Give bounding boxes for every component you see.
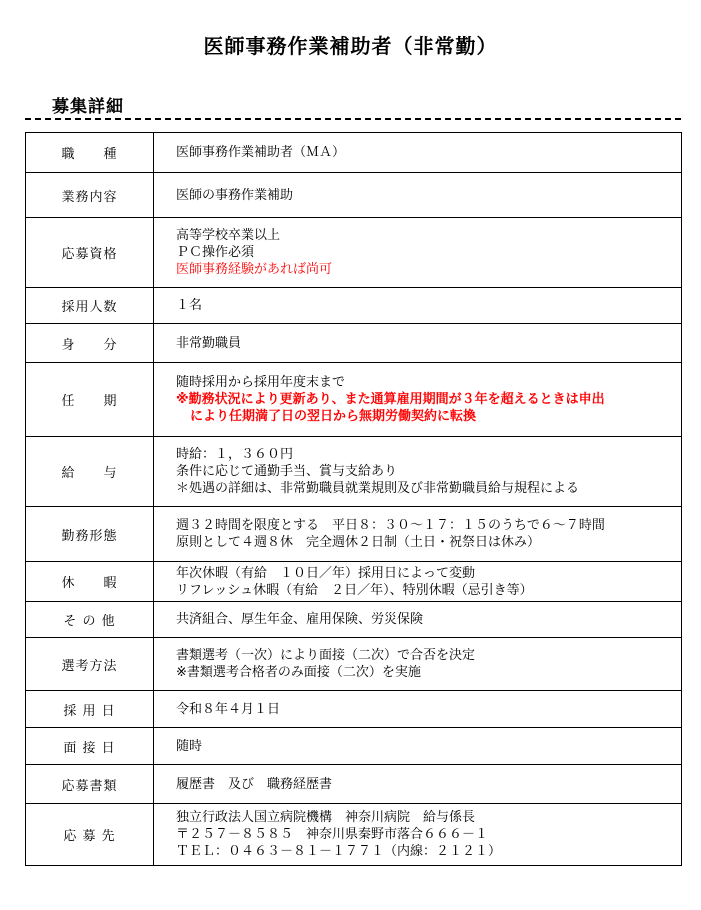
row-label: 採 用 日 xyxy=(26,691,154,728)
value-line: 原則として４週８休 完全週休２日制（土日・祝祭日は休み） xyxy=(176,535,541,550)
value-line: 履歴書 及び 職務経歴書 xyxy=(176,776,333,792)
row-label: 応募資格 xyxy=(26,218,154,288)
value-line: 医師事務経験があれば尚可 xyxy=(176,262,333,277)
row-work-style xyxy=(26,507,682,562)
value-line: 高等学校卒業以上 xyxy=(176,228,281,243)
row-value xyxy=(154,765,682,804)
row-job-type xyxy=(26,133,682,173)
value-line: ※勤務状況により更新あり、また通算雇用期間が３年を超えるときは申出 xyxy=(176,392,605,407)
value-line: 週３２時間を限度とする 平日８：３０～１７：１５のうちで６～７時間 xyxy=(176,518,605,533)
value-line: ＊処遇の詳細は、非常勤職員就業規則及び非常勤職員給与規程による xyxy=(176,481,580,496)
row-leave xyxy=(26,562,682,602)
row-label: 選考方法 xyxy=(26,638,154,691)
value-line: 書類選考（一次）により面接（二次）で合否を決定 xyxy=(176,648,476,663)
row-value xyxy=(154,324,682,363)
row-start-date xyxy=(26,691,682,728)
row-label: 給 与 xyxy=(26,437,154,507)
row-salary xyxy=(26,437,682,507)
row-contact xyxy=(26,804,682,866)
row-documents xyxy=(26,765,682,804)
value-line: 〒２５７－８５８５ 神奈川県秦野市落合６６６－１ xyxy=(176,827,489,842)
value-line: ＴＥＬ：０４６３－８１－１７７１（内線：２１２１） xyxy=(176,844,502,859)
row-label: 任 期 xyxy=(26,363,154,437)
row-other xyxy=(26,602,682,638)
value-line: 年次休暇（有給 １０日／年）採用日によって変動 xyxy=(176,565,476,581)
value-line: 随時 xyxy=(176,738,203,754)
row-value xyxy=(154,218,682,288)
row-qualifications xyxy=(26,218,682,288)
row-duties xyxy=(26,173,682,218)
row-label: 勤務形態 xyxy=(26,507,154,562)
dotted-divider xyxy=(25,118,681,120)
value-line: 共済組合、厚生年金、雇用保険、労災保険 xyxy=(176,612,424,627)
row-label: 休 暇 xyxy=(26,562,154,602)
row-interview-date xyxy=(26,728,682,765)
row-value xyxy=(154,691,682,728)
row-term xyxy=(26,363,682,437)
row-value xyxy=(154,638,682,691)
page-title: 医師事務作業補助者（非常勤） xyxy=(203,34,498,58)
value-line: リフレッシュ休暇（有給 ２日／年）、特別休暇（忌引き等） xyxy=(176,582,533,598)
value-line: 令和８年４月１日 xyxy=(176,701,281,717)
row-label: 応募書類 xyxy=(26,765,154,804)
row-status xyxy=(26,324,682,363)
row-selection xyxy=(26,638,682,691)
row-headcount xyxy=(26,288,682,324)
row-value xyxy=(154,602,682,638)
value-line: 条件に応じて通勤手当、賞与支給あり xyxy=(176,464,398,479)
job-details-table xyxy=(25,132,682,866)
row-value xyxy=(154,507,682,562)
row-label: 身 分 xyxy=(26,324,154,363)
value-line: １名 xyxy=(176,298,203,313)
row-value xyxy=(154,437,682,507)
value-line: により任期満了日の翌日から無期労働契約に転換 xyxy=(190,409,477,424)
value-line: 医師事務作業補助者（ＭＡ） xyxy=(176,145,346,160)
section-heading: 募集詳細 xyxy=(52,97,124,117)
row-label: 応 募 先 xyxy=(26,804,154,866)
row-value xyxy=(154,288,682,324)
row-label: 職 種 xyxy=(26,133,154,173)
row-value xyxy=(154,804,682,866)
row-value xyxy=(154,363,682,437)
value-line: 非常勤職員 xyxy=(176,335,242,351)
value-line: ※書類選考合格者のみ面接（二次）を実施 xyxy=(176,665,421,680)
value-line: ＰＣ操作必須 xyxy=(176,245,255,260)
row-value xyxy=(154,133,682,173)
row-label: 業務内容 xyxy=(26,173,154,218)
row-label: 面 接 日 xyxy=(26,728,154,765)
value-line: 随時採用から採用年度末まで xyxy=(176,375,346,390)
row-label: 採用人数 xyxy=(26,288,154,324)
row-value xyxy=(154,173,682,218)
value-line: 医師の事務作業補助 xyxy=(176,187,294,203)
row-value xyxy=(154,562,682,602)
row-label: そ の 他 xyxy=(26,602,154,638)
value-line: 独立行政法人国立病院機構 神奈川病院 給与係長 xyxy=(176,810,476,825)
row-value xyxy=(154,728,682,765)
value-line: 時給：１，３６０円 xyxy=(176,447,294,462)
